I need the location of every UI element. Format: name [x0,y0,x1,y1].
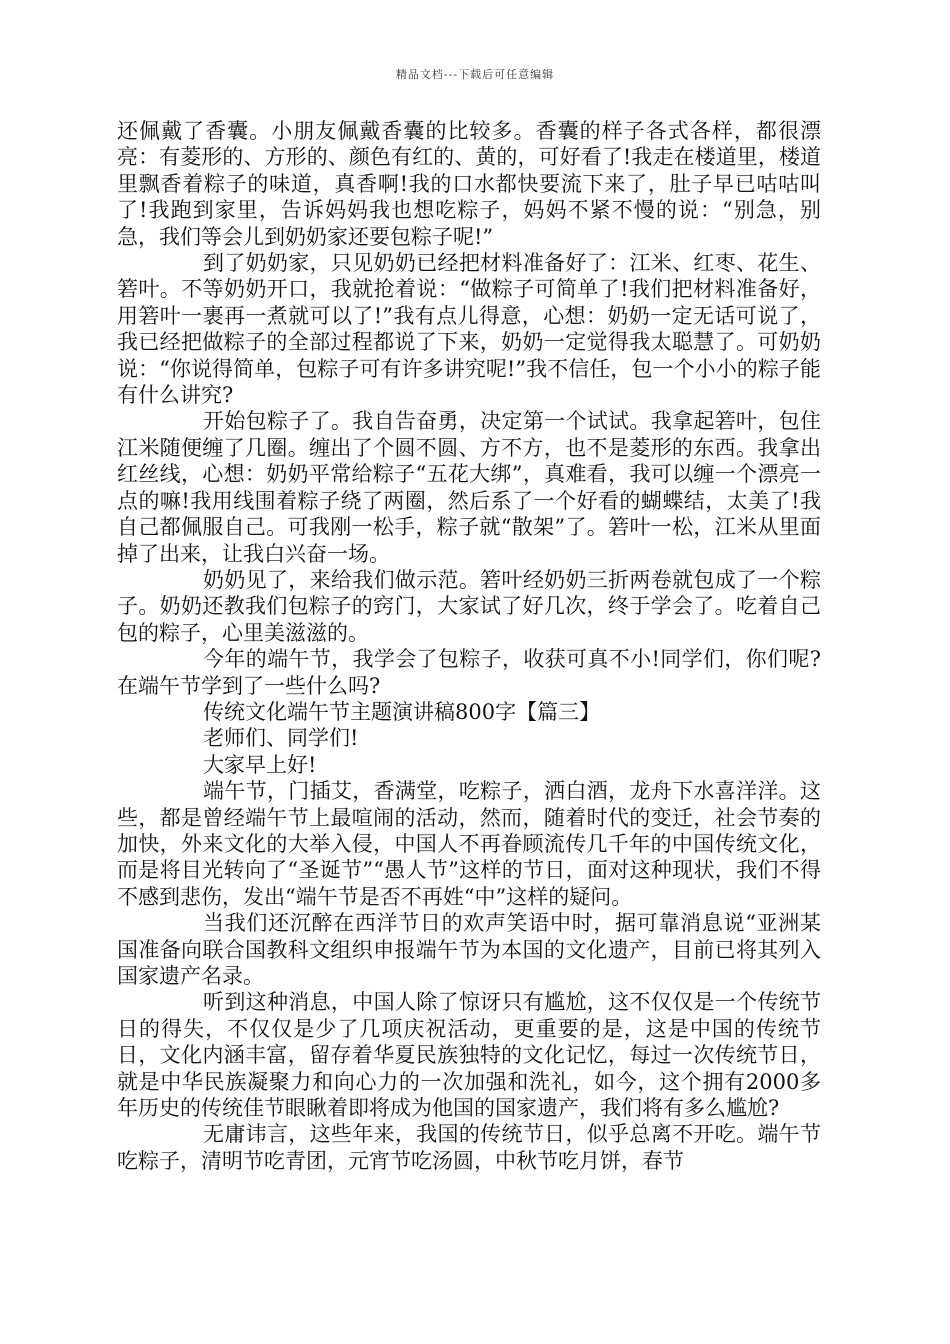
paragraph: 无庸讳言，这些年来，我国的传统节日，似乎总离不开吃。端午节吃粽子，清明节吃青团，元宵节吃汤圆，中秋节吃月饼，春节 [117,1122,821,1173]
page-header: 精品文档---下载后可任意编辑 [395,68,555,81]
paragraph: 当我们还沉醉在西洋节日的欢声笑语中时，据可靠消息说“亚洲某国准备向联合国教科文组织申报端午节为本国的文化遗产，目前已将其列入国家遗产名录。 [117,911,821,988]
paragraph: 听到这种消息，中国人除了惊讶只有尴尬，这不仅仅是一个传统节日的得失，不仅仅是少了几项庆祝活动，更重要的是，这是中国的传统节日，文化内涵丰富，留存着华夏民族独特的文化记忆，每过一次传统节日，就是中华民族凝聚力和向心力的一次加强和洗礼，如今，这个拥有2000多年历史的传统佳节眼瞅着即将成为他国的国家遗产，我们将有多么尴尬? [117,990,821,1121]
paragraph: 今年的端午节，我学会了包粽子，收获可真不小!同学们，你们呢?在端午节学到了一些什么吗? [117,647,821,698]
paragraph: 开始包粽子了。我自告奋勇，决定第一个试试。我拿起箬叶，包住江米随便缠了几圈。缠出了个圆不圆、方不方，也不是菱形的东西。我拿出红丝线，心想：奶奶平常给粽子“五花大绑”，真难看，我可以缠一个漂亮一点的嘛!我用线围着粽子绕了两圈，然后系了一个好看的蝴蝶结，太美了!我自己都佩服自己。可我刚一松手，粽子就“散架”了。箬叶一松，江米从里面掉了出来，让我白兴奋一场。 [117,409,821,566]
paragraph: 端午节，门插艾，香满堂，吃粽子，洒白酒，龙舟下水喜洋洋。这些，都是曾经端午节上最喧闹的活动，然而，随着时代的变迁，社会节奏的加快，外来文化的大举入侵，中国人不再眷顾流传几千年的中国传统文化，而是将目光转向了“圣诞节”“愚人节”这样的节日，面对这种现状，我们不得不感到悲伤，发出“端午节是否不再姓“中”这样的疑问。 [117,779,821,909]
paragraph: 奶奶见了，来给我们做示范。箬叶经奶奶三折两卷就包成了一个粽子。奶奶还教我们包粽子的窍门，大家试了好几次，终于学会了。吃着自己包的粽子，心里美滋滋的。 [117,567,821,645]
salutation: 老师们、同学们! [203,726,359,751]
document-body [117,118,821,1174]
paragraph: 还佩戴了香囊。小朋友佩戴香囊的比较多。香囊的样子各式各样，都很漂亮：有菱形的、方形的、颜色有红的、黄的，可好看了!我走在楼道里，楼道里飘香着粽子的味道，真香啊!我的口水都快要流下来了，肚子早已咕咕叫了!我跑到家里，告诉妈妈我也想吃粽子，妈妈不紧不慢的说：“别急，别急，我们等会儿到奶奶家还要包粽子呢!” [117,119,821,249]
section-title: 传统文化端午节主题演讲稿800字【篇三】 [203,699,601,724]
paragraph: 到了奶奶家，只见奶奶已经把材料准备好了：江米、红枣、花生、箬叶。不等奶奶开口，我就抢着说：“做粽子可简单了!我们把材料准备好，用箬叶一裹再一煮就可以了!”我有点儿得意，心想：奶奶一定无话可说了，我已经把做粽子的全部过程都说了下来，奶奶一定觉得我太聪慧了。可奶奶说：“你说得简单，包粽子可有许多讲究呢!”我不信任，包一个小小的粽子能有什么讲究? [117,251,821,408]
greeting: 大家早上好! [203,752,317,777]
